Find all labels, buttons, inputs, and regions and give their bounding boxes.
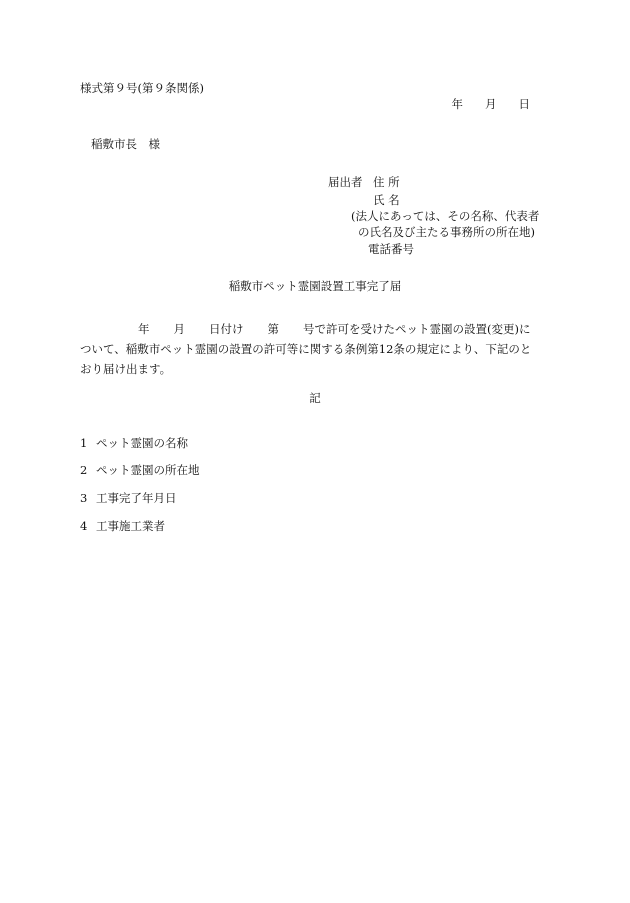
list-item-label: 工事完了年月日 — [96, 491, 177, 505]
date-month: 月 — [485, 97, 497, 111]
reporter-label: 届出者 — [328, 175, 363, 189]
body-month: 月 — [173, 322, 185, 336]
body-year: 年 — [138, 322, 150, 336]
list-item — [80, 521, 165, 533]
phone-label: 電話番号 — [368, 242, 414, 256]
body-day-dated: 日付け — [209, 322, 244, 336]
list-item-number: 2 — [80, 463, 88, 477]
list-item-label: 工事施工業者 — [96, 519, 165, 533]
date-day: 日 — [518, 97, 530, 111]
body-line-2: ついて、稲敷市ペット霊園の設置の許可等に関する条例第12条の規定により、下記のと — [80, 342, 532, 356]
address-label: 住 所 — [373, 175, 400, 189]
date-year: 年 — [451, 97, 463, 111]
document-title: 稲敷市ペット霊園設置工事完了届 — [228, 279, 402, 293]
body-text — [80, 319, 550, 379]
list-item — [80, 493, 177, 505]
ki-heading: 記 — [309, 391, 321, 405]
body-line-1 — [80, 319, 550, 339]
corporation-note-line2: の氏名及び主たる事務所の所在地) — [358, 225, 535, 239]
date-line — [452, 99, 531, 111]
body-number-prefix: 第 — [267, 322, 279, 336]
list-item-number: 4 — [80, 519, 88, 533]
body-line1-rest: 号で許可を受けたペット霊園の設置(変更)に — [303, 322, 531, 336]
list-item — [80, 465, 200, 477]
list-item-label: ペット霊園の所在地 — [96, 463, 200, 477]
form-number: 様式第９号(第９条関係) — [80, 81, 204, 95]
list-item-number: 3 — [80, 491, 88, 505]
body-line-3: おり届け出ます。 — [80, 362, 172, 376]
list-item-label: ペット霊園の名称 — [96, 436, 188, 450]
name-label: 氏 名 — [373, 193, 400, 207]
addressee: 稲敷市長 様 — [91, 137, 160, 151]
corporation-note-line1: (法人にあっては、その名称、代表者 — [351, 209, 540, 223]
list-item — [80, 438, 188, 450]
list-item-number: 1 — [80, 436, 88, 450]
